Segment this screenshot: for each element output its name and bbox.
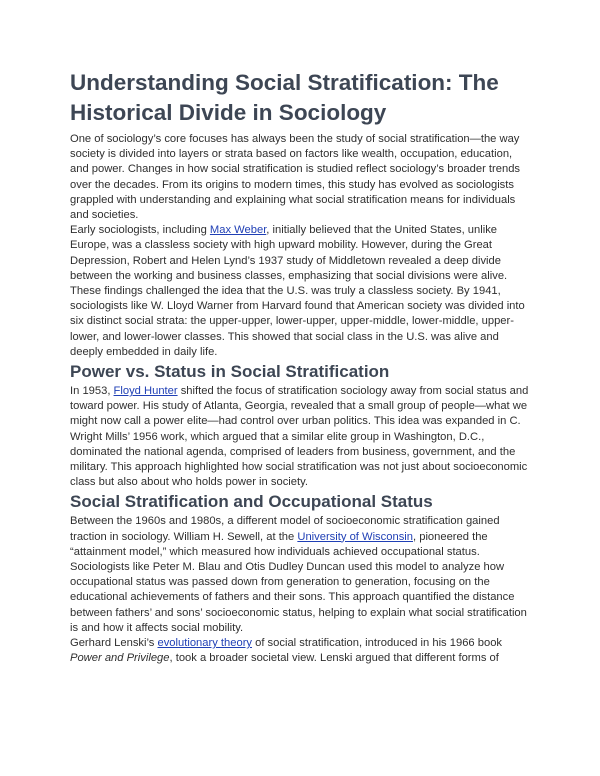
university-of-wisconsin-link[interactable]: University of Wisconsin [297,530,413,543]
floyd-hunter-link[interactable]: Floyd Hunter [113,385,178,398]
section-heading-occupational-status: Social Stratification and Occupational Status [70,492,433,512]
power-text-after: shifted the focus of stratification sociology away from social status and toward power. His study of Atlanta, Georgia, revealed that a small group of people—what we might now call a power elite—had control over urban politics. This idea was expanded in C. Wright Mills’ 1956 work, which argued that a similar elite group in Washington, D.C., dominated the national agenda, comprised of leaders from business, government, and the military. This approach highlighted how social stratification was not just about socioeconomic class but also about who holds power in society. [70,385,529,489]
occupational-text-before: Between the 1960s and 1980s, a different model of socioeconomic stratification gained traction in sociology. William H. Sewell, at the [70,515,500,543]
early-text-before: Early sociologists, including [70,224,210,237]
power-status-paragraph [70,384,532,490]
occupational-status-paragraph [70,514,532,636]
intro-paragraph: One of sociology’s core focuses has always been the study of social stratification—the way society is divided into layers or strata based on factors like wealth, occupation, education, and power. Changes in how social stratification is studied reflect sociology’s broader trends over the decades. From its origins to modern times, this study has evolved as sociologists grappled with understanding and explaining what social stratification means for individuals and societies. [70,133,521,222]
book-title: Power and Privilege [70,652,170,665]
document-title: Understanding Social Stratification: The Historical Divide in Sociology [70,70,499,125]
lenski-text-before: Gerhard Lenski’s [70,637,158,650]
occupational-text-after: , pioneered the “attainment model,” which measured how individuals achieved occupational status. Sociologists like Peter M. Blau and Otis Dudley Duncan used this model to analyze how occupational status was passed down from generation to generation, focusing on the educational achievements of fathers and their sons. This approach quantified the distance between fathers’ and sons’ socioeconomic status, helping to explain what social stratification is and how it affects social mobility. [70,530,527,634]
early-text-after: , initially believed that the United States, unlike Europe, was a classless society with high upward mobility. However, during the Great Depression, Robert and Helen Lynd’s 1937 study of Middletown revealed a deep divide between the working and business classes, emphasizing that social divisions were alive. These findings challenged the idea that the U.S. was truly a classless society. By 1941, sociologists like W. Lloyd Warner from Harvard found that American society was divided into six distinct social strata: the upper-upper, lower-upper, upper-middle, lower-middle, upper-lower, and lower-lower classes. This showed that social class in the U.S. was alive and deeply embedded in daily life. [70,224,525,358]
power-text-before: In 1953, [70,385,114,398]
lenski-paragraph [70,636,532,666]
document-page [70,68,532,667]
lenski-text-after: , took a broader societal view. Lenski argued that different forms of [169,652,499,665]
evolutionary-theory-link[interactable]: evolutionary theory [157,637,253,650]
max-weber-link[interactable]: Max Weber [209,224,267,237]
early-sociologists-paragraph [70,223,532,360]
lenski-text-middle: of social stratification, introduced in his 1966 book [252,637,503,650]
section-heading-power-status: Power vs. Status in Social Stratification [70,362,390,382]
